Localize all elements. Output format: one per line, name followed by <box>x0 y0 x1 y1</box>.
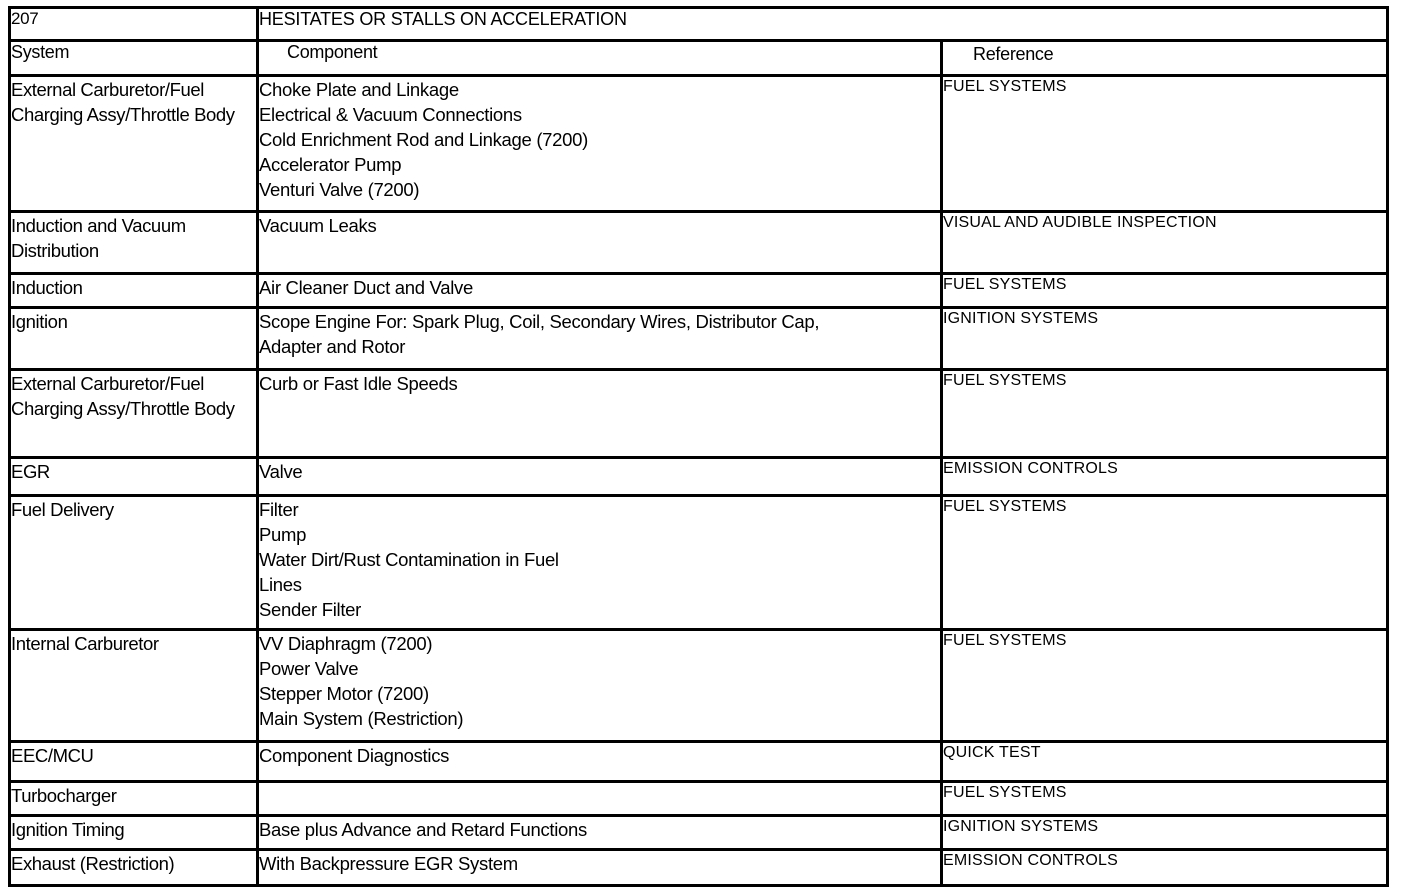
component-cell <box>258 370 942 458</box>
component-cell <box>258 76 942 212</box>
reference-cell: FUEL SYSTEMS <box>942 370 1388 458</box>
table-row <box>10 742 1388 782</box>
table-row <box>10 496 1388 630</box>
table-row <box>10 630 1388 742</box>
component-item: Stepper Motor (7200) <box>259 683 429 704</box>
reference-cell: EMISSION CONTROLS <box>942 850 1388 886</box>
component-item: Curb or Fast Idle Speeds <box>259 373 458 394</box>
component-item: Valve <box>259 461 303 482</box>
table-row <box>10 816 1388 850</box>
column-header-component: Component <box>258 41 942 76</box>
component-item: Venturi Valve (7200) <box>259 179 420 200</box>
component-cell <box>258 496 942 630</box>
table-row <box>10 850 1388 886</box>
system-cell: Exhaust (Restriction) <box>10 850 258 886</box>
component-item: Lines <box>259 574 302 595</box>
component-item: Power Valve <box>259 658 359 679</box>
reference-cell: EMISSION CONTROLS <box>942 458 1388 496</box>
system-cell: EEC/MCU <box>10 742 258 782</box>
reference-cell: FUEL SYSTEMS <box>942 630 1388 742</box>
table-row <box>10 370 1388 458</box>
title-row <box>10 8 1388 41</box>
component-item: Base plus Advance and Retard Functions <box>259 819 587 840</box>
component-cell <box>258 458 942 496</box>
component-item: Cold Enrichment Rod and Linkage (7200) <box>259 129 588 150</box>
system-cell: Induction <box>10 274 258 308</box>
component-item: Adapter and Rotor <box>259 336 406 357</box>
system-cell: EGR <box>10 458 258 496</box>
component-item: Water Dirt/Rust Contamination in Fuel <box>259 549 559 570</box>
system-cell: Induction and Vacuum Distribution <box>10 212 258 274</box>
column-header-row <box>10 41 1388 76</box>
component-item: Main System (Restriction) <box>259 708 464 729</box>
component-item: Scope Engine For: Spark Plug, Coil, Secondary Wires, Distributor Cap, <box>259 311 820 332</box>
table-row <box>10 212 1388 274</box>
reference-cell: VISUAL AND AUDIBLE INSPECTION <box>942 212 1388 274</box>
component-item: Sender Filter <box>259 599 362 620</box>
diagnostic-chart <box>8 6 1386 887</box>
component-cell <box>258 308 942 370</box>
reference-cell: IGNITION SYSTEMS <box>942 816 1388 850</box>
reference-cell: IGNITION SYSTEMS <box>942 308 1388 370</box>
column-header-system: System <box>10 41 258 76</box>
component-cell <box>258 782 942 816</box>
component-item: Pump <box>259 524 307 545</box>
table-row <box>10 308 1388 370</box>
reference-cell: QUICK TEST <box>942 742 1388 782</box>
reference-cell: FUEL SYSTEMS <box>942 496 1388 630</box>
table-row <box>10 458 1388 496</box>
table-row <box>10 274 1388 308</box>
system-cell: Internal Carburetor <box>10 630 258 742</box>
table-row <box>10 76 1388 212</box>
component-cell <box>258 742 942 782</box>
component-item: Vacuum Leaks <box>259 215 377 236</box>
system-cell: Turbocharger <box>10 782 258 816</box>
component-item: Choke Plate and Linkage <box>259 79 459 100</box>
component-item: Component Diagnostics <box>259 745 450 766</box>
component-cell <box>258 274 942 308</box>
component-item: Air Cleaner Duct and Valve <box>259 277 473 298</box>
component-item: VV Diaphragm (7200) <box>259 633 433 654</box>
component-cell <box>258 630 942 742</box>
reference-cell: FUEL SYSTEMS <box>942 782 1388 816</box>
chart-title: HESITATES OR STALLS ON ACCELERATION <box>258 8 1388 41</box>
system-cell: Fuel Delivery <box>10 496 258 630</box>
reference-cell: FUEL SYSTEMS <box>942 76 1388 212</box>
system-cell: Ignition Timing <box>10 816 258 850</box>
chart-code: 207 <box>10 8 258 41</box>
system-cell: External Carburetor/Fuel Charging Assy/Throttle Body <box>10 76 258 212</box>
reference-cell: FUEL SYSTEMS <box>942 274 1388 308</box>
table-row <box>10 782 1388 816</box>
component-item: Filter <box>259 499 299 520</box>
diagnostic-table <box>8 6 1389 887</box>
column-header-reference: Reference <box>942 41 1388 76</box>
system-cell: Ignition <box>10 308 258 370</box>
component-item: Electrical & Vacuum Connections <box>259 104 522 125</box>
system-cell: External Carburetor/Fuel Charging Assy/Throttle Body <box>10 370 258 458</box>
component-cell <box>258 850 942 886</box>
component-item: Accelerator Pump <box>259 154 402 175</box>
component-cell <box>258 816 942 850</box>
component-item: With Backpressure EGR System <box>259 853 518 874</box>
component-cell <box>258 212 942 274</box>
